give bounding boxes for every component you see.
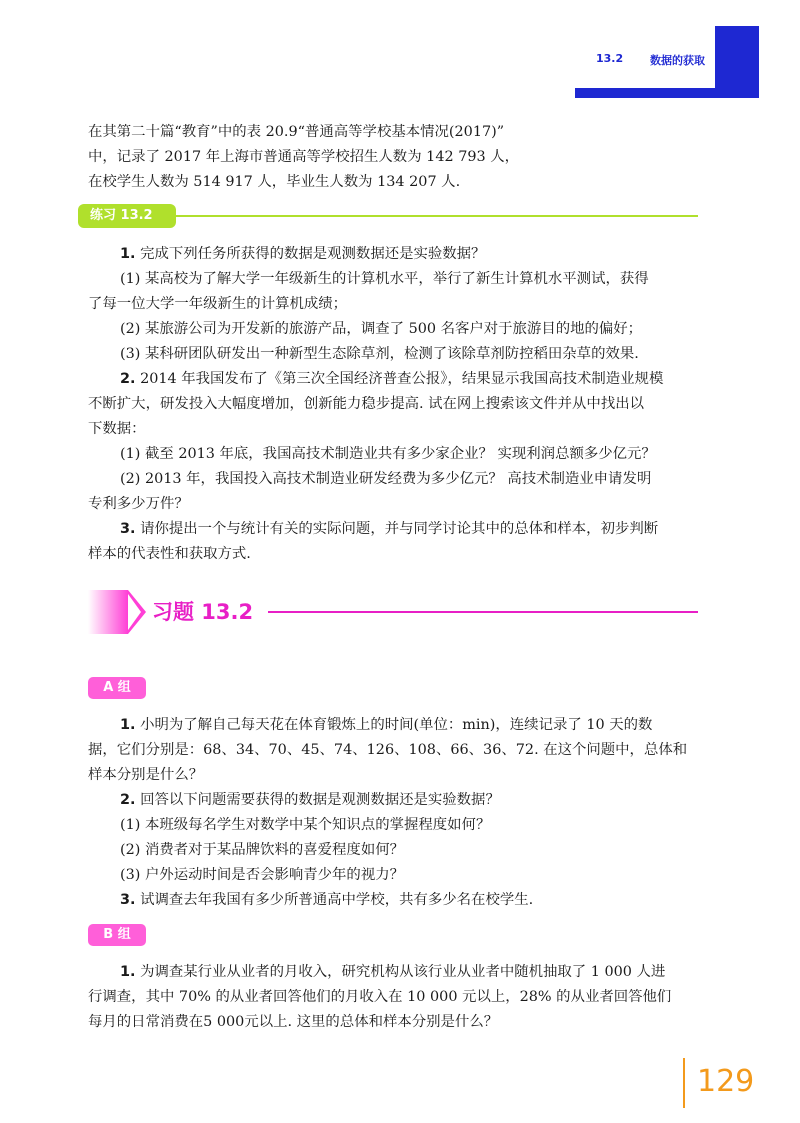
exercise-rule (88, 215, 698, 217)
group-a-q1-line: 样本分别是什么？ (88, 767, 204, 783)
question-number: 3. (120, 521, 136, 537)
group-b-q1-line: 行调查，其中 70% 的从业者回答他们的月收入在 10 000 元以上，28% 的从业者回答他们 (88, 989, 672, 1005)
question-number: 1. (120, 246, 136, 262)
group-b-q1-line: 每月的日常消费在5 000元以上. 这里的总体和样本分别是什么？ (88, 1014, 499, 1030)
group-a-label: A 组 (88, 677, 146, 699)
question-number: 2. (120, 792, 136, 808)
group-b-q1 (120, 960, 760, 984)
group-a-q2-item: (2) 消费者对于某品牌饮料的喜爱程度如何？ (120, 842, 404, 858)
exercise-q1-item: (3) 某科研团队研发出一种新型生态除草剂，检测了该除草剂防控稻田杂草的效果. (120, 346, 639, 362)
exercise-q2-line: 不断扩大，研发投入大幅度增加，创新能力稳步提高. 试在网上搜索该文件并从中找出以 (88, 396, 644, 412)
intro-line: 中，记录了 2017 年上海市普通高等学校招生人数为 142 793 人， (88, 149, 520, 165)
question-text: 小明为了解自己每天花在体育锻炼上的时间(单位：min)，连续记录了 10 天的数 (140, 717, 653, 733)
question-text: 请你提出一个与统计有关的实际问题，并与同学讨论其中的总体和样本，初步判断 (140, 521, 659, 537)
page-number: 129 (697, 1064, 755, 1099)
group-a-q2-item: (1) 本班级每名学生对数学中某个知识点的掌握程度如何？ (120, 817, 491, 833)
exercise-q1-item: (1) 某高校为了解大学一年级新生的计算机水平，举行了新生计算机水平测试，获得 (120, 271, 649, 287)
question-text: 回答以下问题需要获得的数据是观测数据还是实验数据？ (140, 792, 500, 808)
section-number: 13.2 (596, 52, 624, 65)
exercise-q3 (120, 517, 760, 541)
exercise-q2-item: (2) 2013 年，我国投入高技术制造业研发经费为多少亿元？ 高技术制造业申请发明 (120, 471, 652, 487)
section-title: 数据的获取 (650, 54, 705, 67)
question-text: 试调查去年我国有多少所普通高中学校，共有多少名在校学生. (140, 892, 534, 908)
problems-arrow-inner (128, 594, 141, 630)
exercise-q1-item: (2) 某旅游公司为开发新的旅游产品，调查了 500 名客户对于旅游目的地的偏好； (120, 321, 643, 337)
group-b-label: B 组 (88, 924, 146, 946)
exercise-q3-line: 样本的代表性和获取方式. (88, 546, 251, 562)
problems-title: 习题 13.2 (152, 600, 254, 624)
problems-rule (268, 611, 698, 613)
exercise-q1-item: 了每一位大学一年级新生的计算机成绩； (88, 296, 348, 312)
question-text: 为调查某行业从业者的月收入，研究机构从该行业从业者中随机抽取了 1 000 人进 (140, 964, 666, 980)
question-number: 3. (120, 892, 136, 908)
page-number-rule (683, 1058, 685, 1108)
question-number: 1. (120, 964, 136, 980)
exercise-q2-line: 下数据： (88, 421, 146, 437)
exercise-label: 练习 13.2 (78, 204, 176, 228)
exercise-q2-item: 专利多少万件？ (88, 496, 189, 512)
question-text: 2014 年我国发布了《第三次全国经济普查公报》，结果显示我国高技术制造业规模 (140, 371, 664, 387)
exercise-q1 (120, 242, 760, 266)
exercise-q2-item: (1) 截至 2013 年底，我国高技术制造业共有多少家企业？ 实现利润总额多少亿元？ (120, 446, 656, 462)
question-number: 2. (120, 371, 136, 387)
group-a-q2 (120, 788, 760, 812)
question-number: 1. (120, 717, 136, 733)
intro-line: 在校学生人数为 514 917 人，毕业生人数为 134 207 人. (88, 174, 461, 190)
question-text: 完成下列任务所获得的数据是观测数据还是实验数据？ (140, 246, 486, 262)
group-a-q2-item: (3) 户外运动时间是否会影响青少年的视力？ (120, 867, 404, 883)
exercise-q2 (120, 367, 760, 391)
group-a-q1-line: 据，它们分别是：68、34、70、45、74、126、108、66、36、72. 在这个问题中，总体和 (88, 742, 688, 758)
problems-fade (88, 590, 128, 634)
group-a-q3 (120, 888, 760, 912)
group-a-q1 (120, 713, 760, 737)
intro-line: 在其第二十篇“教育”中的表 20.9“普通高等学校基本情况(2017)” (88, 124, 505, 140)
problems-header (88, 590, 708, 634)
